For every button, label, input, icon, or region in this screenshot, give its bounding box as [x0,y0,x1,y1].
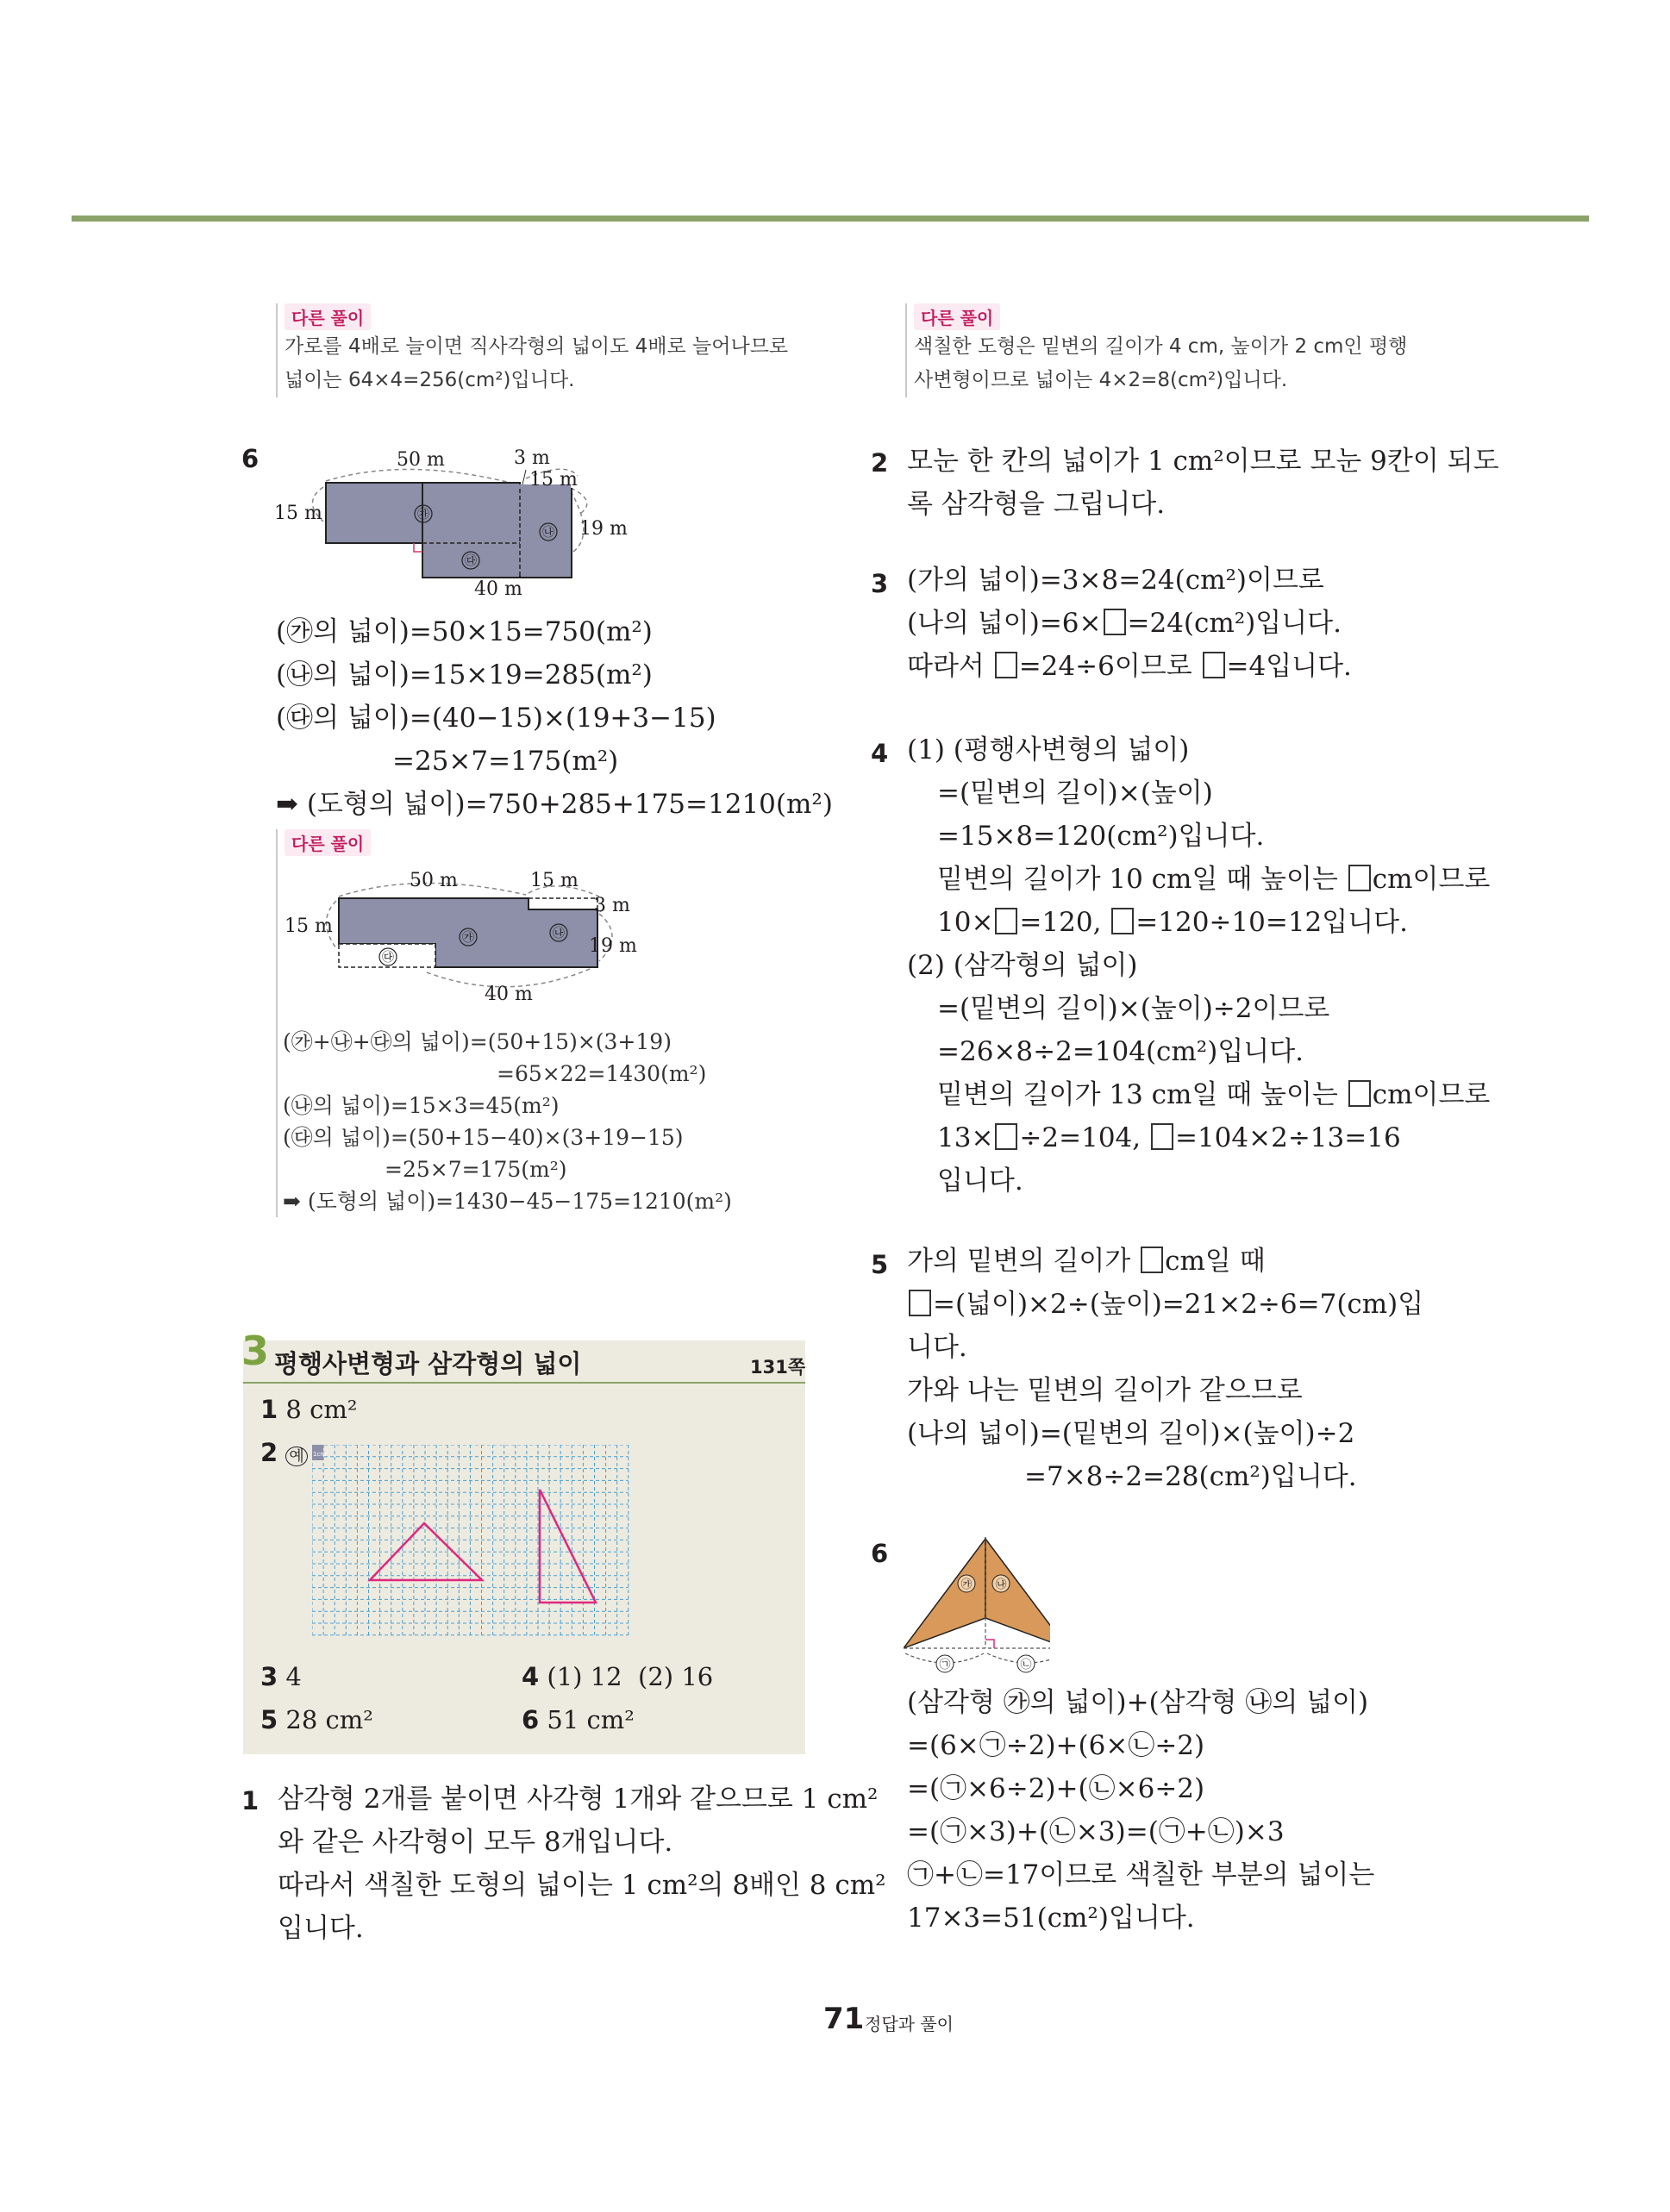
solution-line [907,602,1352,645]
solution-line: =(밑변의 길이)×(높이) [937,778,1213,809]
solution-line: 17×3=51(cm²)입니다. [907,1903,1195,1934]
solution-line: 따라서 색칠한 도형의 넓이는 1 cm²의 8배인 8 cm² [278,1870,886,1901]
solution-line: 삼각형 2개를 붙이면 사각형 1개와 같으므로 1 cm² [278,1784,879,1815]
problem-6b-solution [907,1681,1374,1940]
solution-line: =(㉠×3)+(㉡×3)=(㉠+㉡)×3 [907,1816,1285,1847]
solution-line: =(㉠×6÷2)+(㉡×6÷2) [907,1773,1205,1804]
composite-shape-figure [267,440,638,599]
text: (나의 넓이)=6× [907,608,1102,639]
solution-line: =26×8÷2=104(cm²)입니다. [937,1036,1304,1067]
blank-box [995,652,1017,678]
alt-solution-tag: 다른 풀이 [285,303,371,330]
problem-number: 4 [871,739,889,768]
answer-number: 6 [522,1705,540,1734]
solution-line: 모눈 한 칸의 넓이가 1 cm²이므로 모눈 9칸이 되도 [907,446,1499,477]
solution-line: 입니다. [278,1913,364,1944]
solution-conclusion: ➡ (도형의 넓이)=750+285+175=1210(m²) [276,789,833,820]
text: cm이므로 [1372,864,1491,895]
region-ga-label: ㉮ [462,931,474,945]
alt-solution-line: =65×22=1430(m²) [497,1061,707,1086]
label-15m-top: 15 m [529,469,578,491]
text: =4입니다. [1226,651,1352,682]
blank-box [909,1290,931,1316]
alt-solution-lines [283,1026,732,1217]
region-ga-label: ㉮ [417,508,429,522]
top-rule [72,216,1589,222]
problem-3-solution [907,559,1352,688]
alt-solution-tag: 다른 풀이 [914,303,1000,330]
problem-2-solution [907,440,1499,526]
alt-composite-shape-figure [280,862,651,1013]
section-title: 평행사변형과 삼각형의 넓이 [274,1349,582,1378]
footer-label: 정답과 풀이 [865,2014,954,2034]
alt-solution-line: 색칠한 도형은 밑변의 길이가 4 cm, 높이가 2 cm인 평행 [914,335,1408,358]
alt-solution-line: =25×7=175(m²) [385,1157,567,1182]
text: =120, [1019,907,1110,938]
alt-solution-tag: 다른 풀이 [285,829,371,856]
solution-line: 니다. [907,1332,967,1363]
label-g: ㉠ [939,1659,951,1671]
solution-line: (1) (평행사변형의 넓이) [907,734,1190,765]
answer-1 [260,1395,357,1424]
label-3m: 3 m [594,895,630,916]
kite-figure [904,1536,1050,1678]
region-da-label: ㉰ [465,554,477,568]
solution-line: ㉠+㉡=17이므로 색칠한 부분의 넓이는 [907,1859,1375,1890]
solution-line: =25×7=175(m²) [392,746,619,777]
alt-solution-line: 사변형이므로 넓이는 4×2=8(cm²)입니다. [914,369,1288,391]
label-15m-top: 15 m [530,870,579,891]
problem-number: 3 [871,569,889,598]
answer-6 [522,1705,635,1734]
problem-number: 6 [241,444,260,473]
answer-value: 28 cm² [285,1705,373,1734]
blank-box [995,1123,1017,1150]
region-ga-label: ㉮ [960,1578,973,1591]
label-40m: 40 m [485,984,533,1005]
label-n: ㉡ [1020,1659,1032,1671]
label-50m: 50 m [410,870,458,891]
answer-value: 4 [285,1662,302,1691]
blank-box [1348,1080,1371,1107]
blank-box [1348,865,1371,891]
text: 밑변의 길이가 13 cm일 때 높이는 [937,1079,1347,1110]
answer-4 [522,1662,713,1691]
page-number: 71 [823,2002,865,2036]
section-badge: 3 [241,1328,270,1374]
text: 13× [937,1122,994,1153]
text: ÷2=104, [1019,1122,1149,1153]
label-19m: 19 m [579,518,628,540]
solution-line [907,1240,1423,1283]
text: 10× [937,907,994,938]
answer-number: 4 [522,1662,540,1691]
label-19m: 19 m [589,935,637,957]
solution-line: 가와 나는 밑변의 길이가 같으므로 [907,1375,1303,1406]
problem-5-solution [907,1240,1423,1498]
solution-line [907,1073,1490,1116]
problem-4-solution [907,728,1490,1203]
text: 따라서 [907,651,993,682]
text: =24÷6이므로 [1018,651,1201,682]
unit-square-label: 1cm² [313,1451,328,1458]
answer-5 [260,1705,373,1734]
blank-box [1203,652,1225,678]
blank-box [1141,1247,1163,1273]
text: =(넓이)×2÷(높이)=21×2÷6=7(cm)입 [933,1289,1424,1320]
problem-1-solution [278,1778,886,1950]
problem-number: 6 [871,1539,889,1568]
alt-solution-line: (㉰의 넓이)=(50+15−40)×(3+19−15) [283,1125,684,1150]
problem-number: 5 [871,1250,889,1279]
blank-box [995,908,1017,934]
solution-line: (가의 넓이)=3×8=24(cm²)이므로 [907,565,1324,596]
alt-solution-conclusion: ➡ (도형의 넓이)=1430−45−175=1210(m²) [283,1189,732,1214]
triangle-2 [540,1490,596,1603]
section-rule [243,1382,805,1384]
solution-line [907,1116,1490,1159]
solution-line [907,645,1352,688]
solution-line: =7×8÷2=28(cm²)입니다. [1024,1461,1357,1492]
label-50m: 50 m [397,449,445,471]
alt-solution-line: (㉯의 넓이)=15×3=45(m²) [283,1093,560,1118]
solution-line: (2) (삼각형의 넓이) [907,950,1138,981]
solution-line: (㉯의 넓이)=15×19=285(m²) [276,659,653,690]
problem-number: 1 [241,1786,260,1815]
answer-value: 8 cm² [285,1395,358,1424]
region-na-label: ㉯ [995,1578,1007,1591]
alt-solution-line: (㉮+㉯+㉰의 넓이)=(50+15)×(3+19) [283,1029,672,1054]
answer-number: 2 [260,1438,278,1467]
answer-2 [260,1438,308,1467]
solution-line: 입니다. [937,1165,1023,1197]
alt-solution-box [905,303,1466,397]
label-3m: 3 m [514,447,550,469]
blank-box [1104,609,1126,635]
solution-line [907,858,1490,901]
example-mark: 예 [285,1447,307,1466]
answer-grid-figure [312,1445,636,1640]
alt-solution-box [276,303,836,397]
solution-line: 록 삼각형을 그립니다. [907,489,1166,520]
solution-line: =(6×㉠÷2)+(6×㉡÷2) [907,1730,1205,1761]
alt-solution-line: 가로를 4배로 늘이면 직사각형의 넓이도 4배로 늘어나므로 [285,335,789,358]
solution-line [907,901,1490,944]
blank-box [1151,1123,1173,1150]
label-40m: 40 m [474,578,522,599]
text: 가의 밑변의 길이가 [907,1246,1140,1277]
blank-box [1111,908,1134,934]
solution-line: (나의 넓이)=(밑변의 길이)×(높이)÷2 [907,1418,1355,1449]
answer-number: 5 [260,1705,278,1734]
solution-line: =15×8=120(cm²)입니다. [937,821,1265,852]
solution-line: =(밑변의 길이)×(높이)÷2이므로 [937,993,1330,1024]
solution-line [907,1283,1423,1326]
answer-number: 3 [260,1662,278,1691]
region-da-label: ㉰ [382,951,394,965]
label-15m-left: 15 m [274,503,322,524]
label-15m-left: 15 m [285,915,333,937]
answer-number: 1 [260,1395,278,1424]
text: 밑변의 길이가 10 cm일 때 높이는 [937,864,1347,895]
region-na-label: ㉯ [553,927,565,940]
text: =120÷10=12입니다. [1135,907,1408,938]
text: =104×2÷13=16 [1174,1122,1401,1153]
answer-3 [260,1662,302,1691]
problem-6-solution [276,610,833,826]
solution-line: 와 같은 사각형이 모두 8개입니다. [278,1827,673,1858]
answer-value: (1) 12 (2) 16 [547,1662,714,1691]
section-page-ref: 131쪽 [750,1357,806,1378]
region-na-label: ㉯ [542,526,554,540]
alt-solution-line: 넓이는 64×4=256(cm²)입니다. [285,369,575,391]
solution-line: (삼각형 ㉮의 넓이)+(삼각형 ㉯의 넓이) [907,1687,1369,1718]
text: cm일 때 [1165,1246,1266,1277]
solution-line: (㉰의 넓이)=(40−15)×(19+3−15) [276,703,716,734]
text: =24(cm²)입니다. [1127,608,1342,639]
text: cm이므로 [1372,1079,1491,1110]
answer-value: 51 cm² [547,1705,635,1734]
solution-line: (㉮의 넓이)=50×15=750(m²) [276,616,653,647]
problem-number: 2 [871,448,889,478]
